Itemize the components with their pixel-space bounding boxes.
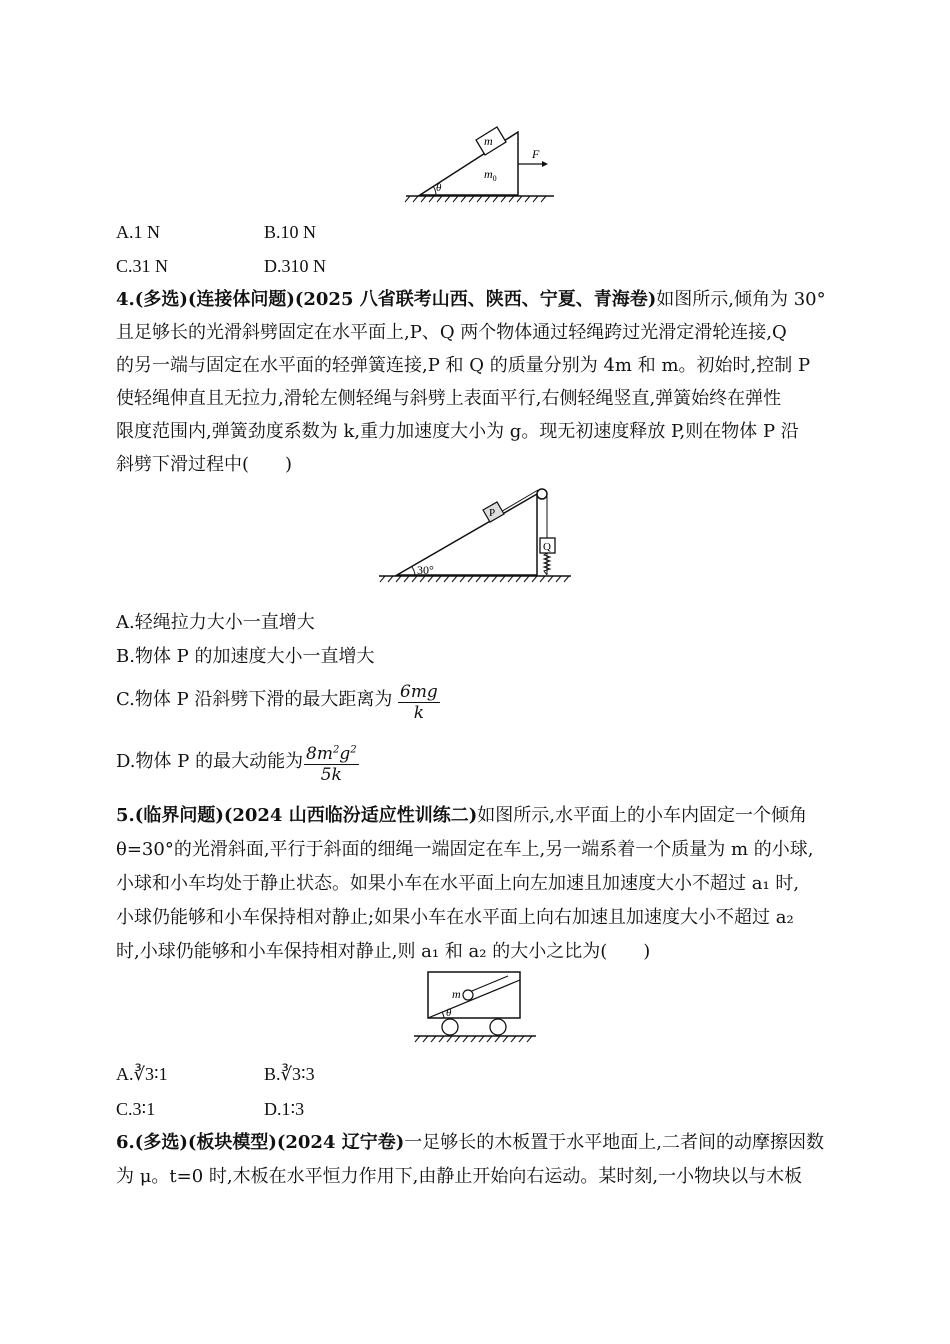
q3-block-m-label: m (484, 134, 493, 148)
q5-option-c[interactable]: C.3∶1 (116, 1099, 156, 1119)
q4-option-c-fraction (398, 682, 440, 723)
q3-option-c[interactable]: C.31 N (116, 256, 169, 276)
q5-stem-line-1 (116, 806, 807, 826)
q5-stem-line-4: 小球仍能够和小车保持相对静止;如果小车在水平面上向右加速且加速度大小不超过 a₂ (116, 907, 794, 928)
q4-option-d-fraction (304, 744, 359, 785)
q3-option-b[interactable]: B.10 N (264, 222, 317, 242)
q5-theta-label: θ (446, 1007, 452, 1019)
q5-number: 5 (116, 805, 129, 826)
q4-stem-line-3: 的另一端与固定在水平面的轻弹簧连接,P 和 Q 的质量分别为 4m 和 m。初始时,控制 P (116, 355, 811, 376)
q5-tag: .(临界问题)(2024 山西临汾适应性训练二) (128, 805, 478, 826)
q3-wedge-figure (400, 118, 560, 204)
q5-option-a[interactable]: A.∛3∶1 (116, 1064, 168, 1084)
q5-option-b[interactable]: B.∛3∶3 (264, 1064, 315, 1084)
q6-stem-line-1 (116, 1133, 824, 1153)
q4-stem-line-4: 使轻绳伸直且无拉力,滑轮左侧轻绳与斜劈上表面平行,右侧轻绳竖直,弹簧始终在弹性 (116, 388, 782, 409)
q5-ball-m-label: m (452, 987, 461, 1001)
q5-cart-figure (410, 968, 540, 1048)
q4-block-Q-label: Q (543, 541, 551, 553)
q3-option-d[interactable]: D.310 N (264, 256, 326, 276)
q4-option-d-denominator: 5k (320, 765, 342, 785)
q4-line-1-text: 如图所示,倾角为 30° (656, 289, 826, 310)
q4-option-d[interactable]: D.物体 P 的最大动能为 (116, 751, 304, 772)
q4-stem-line-2: 且足够长的光滑斜劈固定在水平面上,P、Q 两个物体通过轻绳跨过光滑定滑轮连接,Q (116, 322, 787, 343)
q4-stem-line-1 (116, 290, 826, 310)
q3-theta-label: θ (436, 182, 442, 194)
q5-stem-line-5: 时,小球仍能够和小车保持相对静止,则 a₁ 和 a₂ 的大小之比为( ) (116, 941, 651, 962)
q4-block-P-label: P (489, 507, 496, 519)
q5-stem-line-3: 小球和小车均处于静止状态。如果小车在水平面上向左加速且加速度大小不超过 a₁ 时, (116, 873, 800, 894)
q4-incline-pulley-figure (375, 482, 575, 584)
q6-line-1-text: 一足够长的木板置于水平地面上,二者间的动摩擦因数 (404, 1132, 824, 1153)
q3-wedge-m0-label: $m_0$ (484, 167, 497, 183)
q3-option-a[interactable]: A.1 N (116, 222, 160, 242)
q4-stem-line-5: 限度范围内,弹簧劲度系数为 k,重力加速度大小为 g。现无初速度释放 P,则在物体 P 沿 (116, 421, 799, 442)
q4-option-c-denominator: k (413, 703, 425, 723)
q4-tag: .(多选)(连接体问题)(2025 八省联考山西、陕西、宁夏、青海卷) (128, 289, 657, 310)
q3-force-F-label: F (532, 147, 540, 161)
q6-stem-line-2: 为 μ。t=0 时,木板在水平恒力作用下,由静止开始向右运动。某时刻,一小物块以与木板 (116, 1166, 803, 1187)
q6-tag: .(多选)(板块模型)(2024 辽宁卷) (128, 1132, 405, 1153)
q4-number: 4 (116, 289, 129, 310)
q5-line-1-text: 如图所示,水平面上的小车内固定一个倾角 (477, 805, 807, 826)
q4-option-a[interactable]: A.轻绳拉力大小一直增大 (116, 612, 315, 633)
q5-option-d[interactable]: D.1∶3 (264, 1099, 305, 1119)
q4-option-c-numerator: 6mg (400, 682, 438, 702)
q4-angle-label: 30° (417, 563, 434, 577)
q4-stem-line-6: 斜劈下滑过程中( ) (116, 454, 293, 475)
q4-option-b[interactable]: B.物体 P 的加速度大小一直增大 (116, 646, 375, 667)
q4-option-d-numerator: $8m^2g^2$ (306, 744, 357, 764)
q6-number: 6 (116, 1132, 129, 1153)
q4-option-c[interactable]: C.物体 P 沿斜劈下滑的最大距离为 (116, 689, 393, 710)
q5-stem-line-2: θ=30°的光滑斜面,平行于斜面的细绳一端固定在车上,另一端系着一个质量为 m 的小球, (116, 839, 814, 860)
